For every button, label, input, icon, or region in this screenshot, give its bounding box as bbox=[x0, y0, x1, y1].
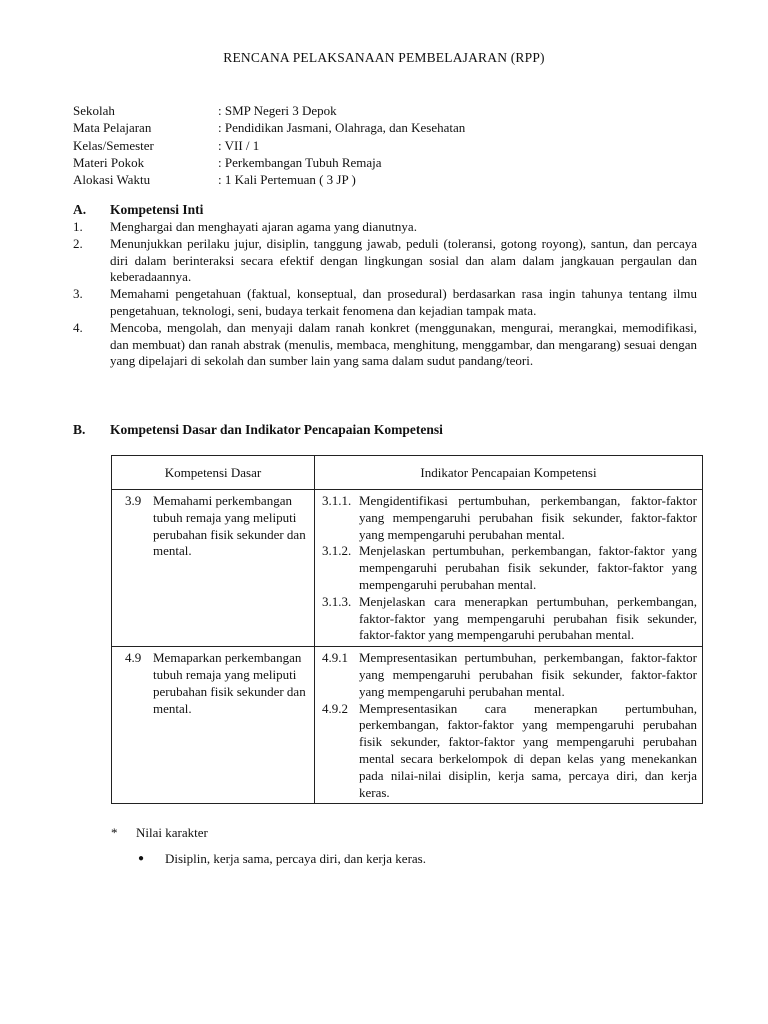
indicator-text: Mengidentifikasi pertumbuhan, perkembangan, faktor-faktor yang mempengaruhi perubahan fisik sekunder, faktor-faktor yang mempengaruhi perubahan mental. bbox=[359, 493, 697, 542]
kd-text: Memahami perkembangan tubuh remaja yang meliputi perubahan fisik sekunder dan mental. bbox=[153, 493, 306, 559]
indicator-item bbox=[322, 650, 697, 700]
info-value: : SMP Negeri 3 Depok bbox=[218, 103, 337, 118]
indicator-item bbox=[322, 493, 697, 543]
indicator-item bbox=[322, 594, 697, 644]
indicator-number: 4.9.1 bbox=[322, 650, 348, 666]
info-row-alokasi-waktu bbox=[73, 171, 713, 188]
kd-cell bbox=[112, 490, 315, 647]
indicator-text: Mempresentasikan pertumbuhan, perkembangan, faktor-faktor yang mempengaruhi perubahan fisik sekunder, faktor-faktor yang mempengaruhi perubahan mental. bbox=[359, 650, 697, 699]
indicator-text: Menjelaskan cara menerapkan pertumbuhan, perkembangan, faktor-faktor yang mempengaruhi perubahan fisik sekunder, faktor-faktor yang mempengaruhi perubahan mental. bbox=[359, 593, 697, 643]
table-header-indikator: Indikator Pencapaian Kompetensi bbox=[315, 456, 703, 490]
info-value: : VII / 1 bbox=[218, 137, 260, 153]
kd-text: Memaparkan perkembangan tubuh remaja yang meliputi perubahan fisik sekunder dan mental. bbox=[153, 650, 306, 716]
asterisk-marker: * bbox=[111, 825, 118, 840]
list-item bbox=[73, 286, 697, 320]
info-value: : Pendidikan Jasmani, Olahraga, dan Kesehatan bbox=[218, 120, 466, 136]
list-number: 1. bbox=[73, 219, 83, 234]
info-block bbox=[73, 102, 713, 188]
info-row-mata-pelajaran bbox=[73, 119, 713, 136]
info-label: Mata Pelajaran bbox=[73, 120, 152, 136]
list-number: 3. bbox=[73, 286, 83, 302]
list-item bbox=[73, 236, 697, 286]
list-number: 2. bbox=[73, 235, 83, 251]
indicator-number: 3.1.1. bbox=[322, 493, 352, 508]
section-title: Kompetensi Dasar dan Indikator Pencapaian Kompetensi bbox=[110, 422, 443, 437]
bullet-dot-icon: ● bbox=[138, 853, 145, 864]
info-row-materi-pokok bbox=[73, 154, 713, 171]
list-number: 4. bbox=[73, 319, 83, 335]
kd-cell bbox=[112, 647, 315, 804]
indicator-number: 3.1.3. bbox=[322, 593, 352, 609]
section-b-heading bbox=[73, 422, 443, 438]
table-header-row bbox=[112, 456, 703, 490]
list-item bbox=[73, 219, 697, 236]
list-item bbox=[73, 320, 697, 370]
indicator-item bbox=[322, 701, 697, 802]
indicator-cell bbox=[315, 490, 703, 647]
indicator-number: 4.9.2 bbox=[322, 700, 348, 716]
nilai-karakter-label: Nilai karakter bbox=[136, 825, 208, 840]
info-label: Kelas/Semester bbox=[73, 137, 154, 153]
table-row bbox=[112, 490, 703, 647]
info-value: : 1 Kali Pertemuan ( 3 JP ) bbox=[218, 172, 356, 188]
list-text: Mencoba, mengolah, dan menyaji dalam ranah konkret (menggunakan, mengurai, merangkai, memodifikasi, dan membuat) dan ranah abstrak (menulis, membaca, menghitung, menggambar, dan mengarang) sesuai dengan yang dipelajari di sekolah dan sumber lain yang sama dalam sudut pandang/teori. bbox=[110, 319, 697, 369]
section-title: Kompetensi Inti bbox=[110, 202, 204, 217]
info-label: Alokasi Waktu bbox=[73, 172, 151, 188]
list-text: Menunjukkan perilaku jujur, disiplin, tanggung jawab, peduli (toleransi, gotong royong), santun, dan percaya diri dalam berinteraksi secara efektif dengan lingkungan sosial dan alam dalam jangkauan pergaulan dan keberadaannya. bbox=[110, 235, 697, 285]
info-label: Materi Pokok bbox=[73, 154, 145, 170]
table-header-kompetensi-dasar: Kompetensi Dasar bbox=[112, 456, 315, 490]
indicator-number: 3.1.2. bbox=[322, 543, 352, 559]
indicator-text: Menjelaskan pertumbuhan, perkembangan, faktor-faktor yang mempengaruhi perubahan fisik sekunder, faktor-faktor yang mempengaruhi perubahan mental. bbox=[359, 543, 697, 592]
section-a-heading bbox=[73, 202, 203, 218]
indicator-text: Mempresentasikan cara menerapkan pertumbuhan, perkembangan, faktor-faktor yang mempengaruhi perubahan fisik sekunder, faktor-faktor yang mempengaruhi perubahan mental secara berkelompok di depan kelas yang menekankan pada nilai-nilai disiplin, kerja sama, percaya diri, dan kerja keras. bbox=[359, 700, 697, 800]
kompetensi-table bbox=[111, 455, 703, 804]
nilai-karakter-bullet bbox=[138, 850, 426, 867]
kompetensi-inti-list bbox=[73, 219, 697, 370]
table-row bbox=[112, 647, 703, 804]
kd-number: 4.9 bbox=[125, 650, 142, 666]
kd-number: 3.9 bbox=[125, 493, 142, 508]
info-row-sekolah bbox=[73, 102, 713, 119]
document-title: RENCANA PELAKSANAAN PEMBELAJARAN (RPP) bbox=[223, 50, 545, 65]
section-letter: B. bbox=[73, 422, 86, 437]
nilai-karakter-heading bbox=[111, 824, 208, 841]
info-value: : Perkembangan Tubuh Remaja bbox=[218, 154, 382, 170]
indicator-cell bbox=[315, 647, 703, 804]
list-text: Memahami pengetahuan (faktual, konseptual, dan prosedural) berdasarkan rasa ingin tahunya tentang ilmu pengetahuan, teknologi, seni, budaya terkait fenomena dan kejadian tampak mata. bbox=[110, 286, 697, 318]
info-row-kelas-semester bbox=[73, 137, 713, 154]
bullet-text: Disiplin, kerja sama, percaya diri, dan kerja keras. bbox=[165, 851, 426, 866]
indicator-item bbox=[322, 543, 697, 593]
section-letter: A. bbox=[73, 202, 87, 217]
list-text: Menghargai dan menghayati ajaran agama yang dianutnya. bbox=[110, 219, 417, 234]
info-label: Sekolah bbox=[73, 103, 115, 118]
